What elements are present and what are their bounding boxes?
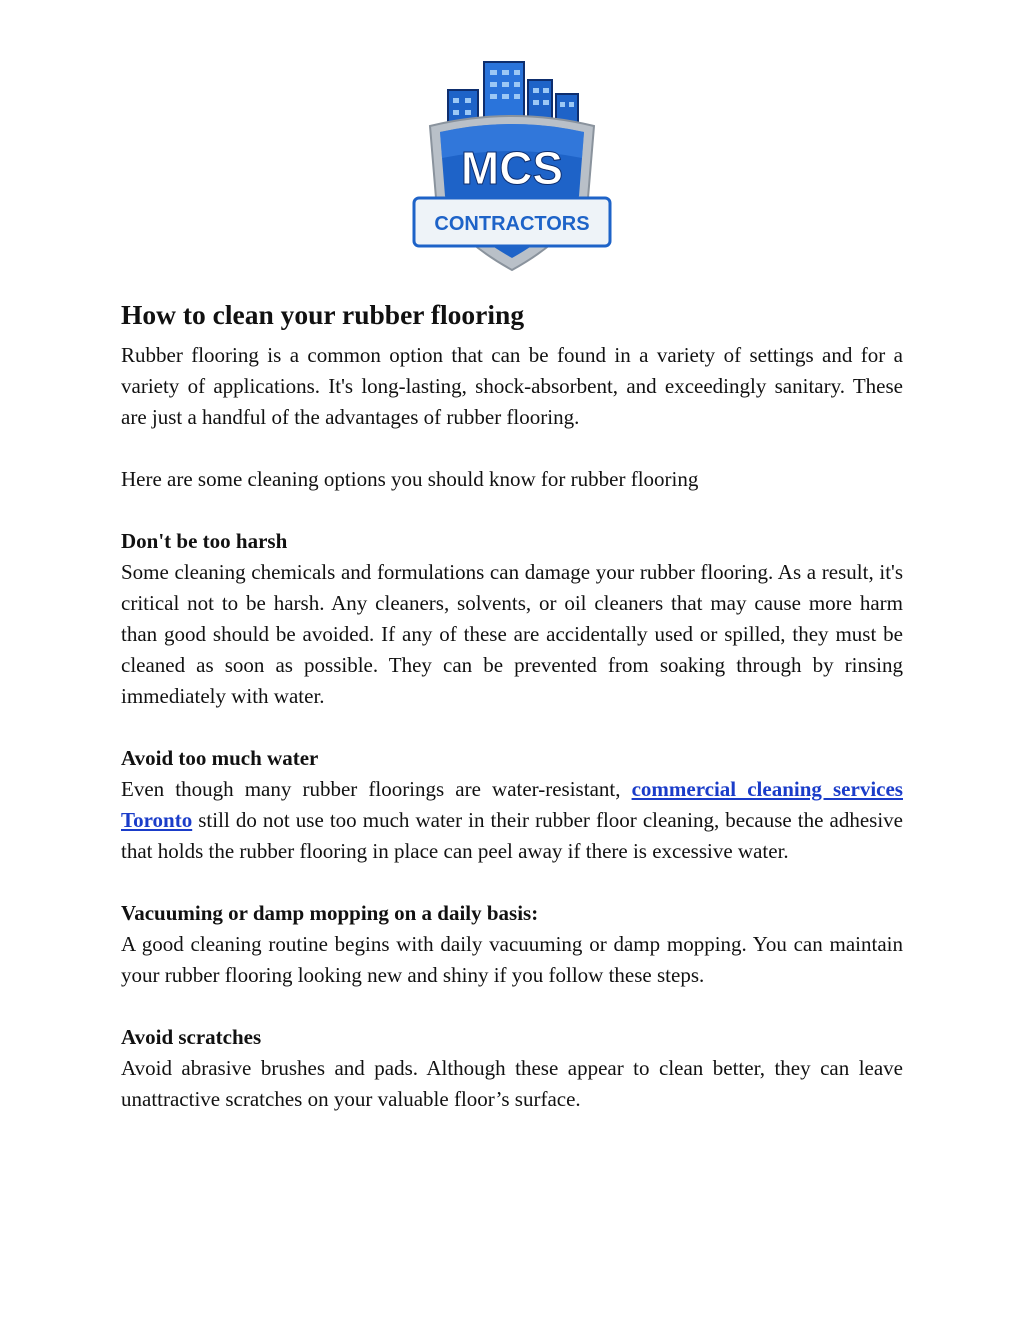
company-logo (410, 58, 614, 278)
section-body-scratches: Avoid abrasive brushes and pads. Although these appear to clean better, they can leave unattractive scratches on your valuable floor’s surface. (121, 1056, 903, 1111)
lead-paragraph: Here are some cleaning options you should know for rubber flooring (121, 467, 699, 491)
section-body-harsh: Some cleaning chemicals and formulations can damage your rubber flooring. As a result, it's critical not to be harsh. Any cleaners, solvents, or oil cleaners that may cause more harm than good should be avoided. If any of these are accidentally used or spilled, they must be cleaned as soon as possible. They can be prevented from soaking through by rinsing immediately with water. (121, 560, 903, 708)
mcs-contractors-logo-graphic (410, 58, 614, 278)
article-title: How to clean your rubber flooring (121, 299, 525, 330)
intro-paragraph: Rubber flooring is a common option that can be found in a variety of settings and for a variety of applications. It's long-lasting, shock-absorbent, and exceedingly sanitary. These are just a handful of the advantages of rubber flooring. (121, 343, 903, 429)
section-heading-water: Avoid too much water (121, 746, 319, 770)
section-heading-vacuuming: Vacuuming or damp mopping on a daily basis: (121, 901, 539, 925)
logo-brand-bottom: CONTRACTORS (434, 213, 590, 235)
section-body-vacuuming: A good cleaning routine begins with daily vacuuming or damp mopping. You can maintain your rubber flooring looking new and shiny if you follow these steps. (121, 932, 903, 987)
logo-brand-top: MCS (460, 142, 564, 194)
commercial-cleaning-link[interactable]: commercial cleaning services Toronto (121, 777, 903, 832)
section-body-water (121, 774, 903, 867)
water-text-before: Even though many rubber floorings are water-resistant, (121, 777, 632, 801)
article (121, 296, 903, 1115)
water-text-after: still do not use too much water in their rubber floor cleaning, because the adhesive that holds the rubber flooring in place can peel away if there is excessive water. (121, 808, 903, 863)
section-heading-harsh: Don't be too harsh (121, 529, 288, 553)
section-heading-scratches: Avoid scratches (121, 1025, 262, 1049)
